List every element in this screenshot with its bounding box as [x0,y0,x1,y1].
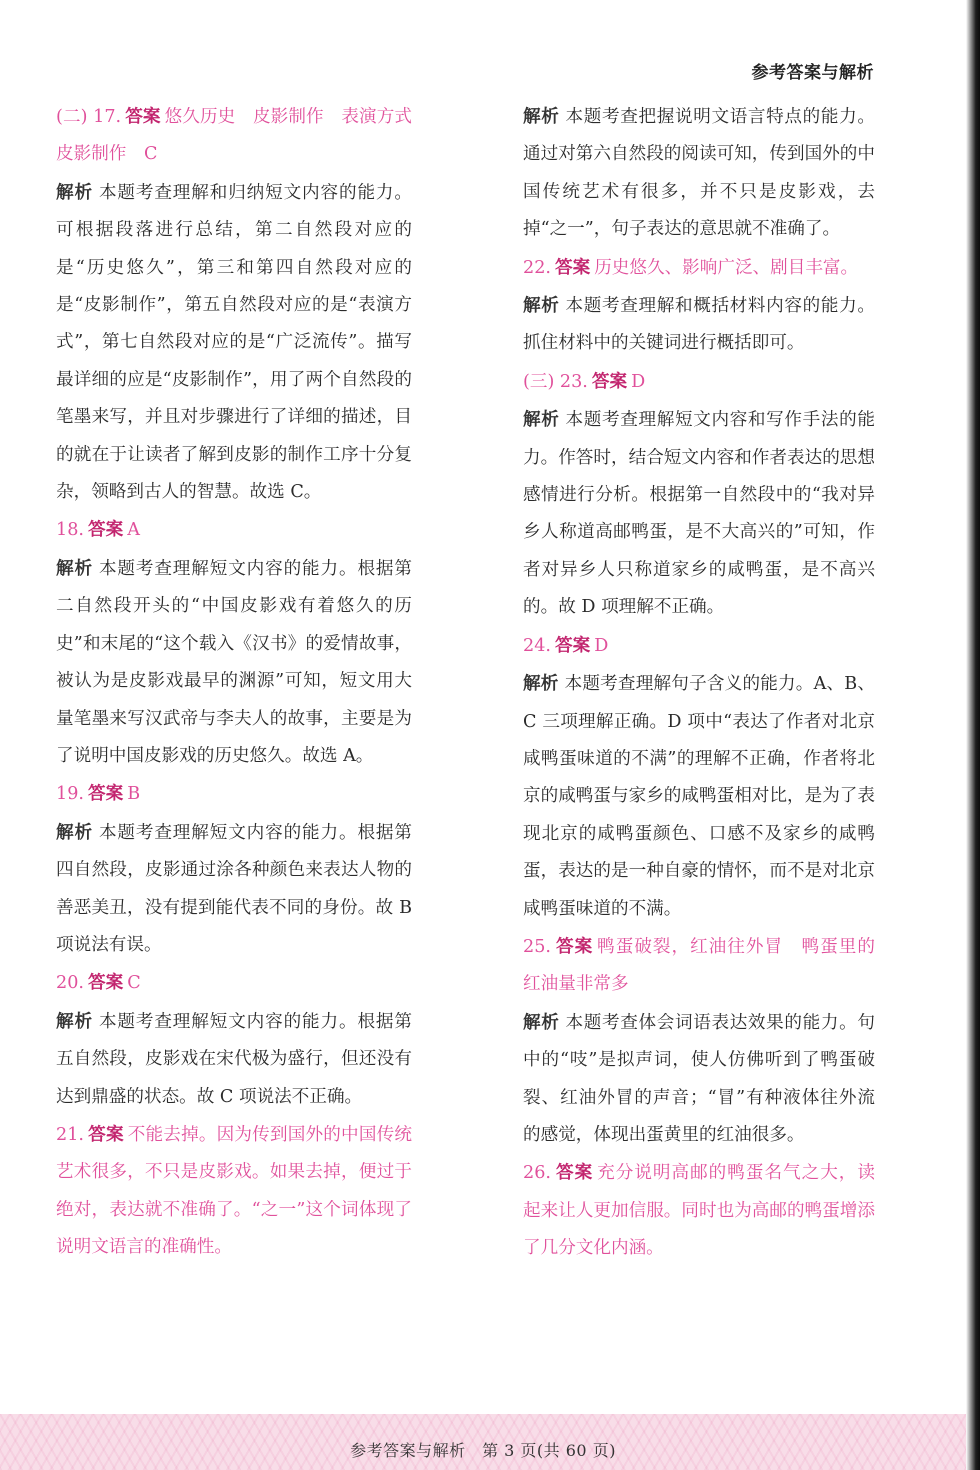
footer-page-number: 参考答案与解析 第 3 页(共 60 页) [350,1441,616,1460]
q19-answer: B [127,784,141,805]
q23-number: (三) 23. [523,371,588,392]
q25-answer-block [523,928,875,1154]
q25-explanation: 本题考查体会词语表达效果的能力。句中的“吱”是拟声词，使人仿佛听到了鸭蛋破裂、红油外冒的声音；“冒”有种液体往外流的感觉，体现出蛋黄里的红油很多。 [523,1012,875,1145]
q24-answer: D [594,635,609,656]
q21-answer: 不能去掉。因为传到国外的中国传统艺术很多，不只是皮影戏。如果去掉，便过于绝对，表达就不准确了。“之一”这个词体现了说明文语言的准确性。 [56,1124,412,1258]
q21-explanation-block [523,98,875,249]
q17-number: (二) 17. [56,107,122,127]
answer-label: 答案 [125,106,161,127]
q20-answer: C [127,973,141,994]
q22-explanation: 本题考查理解和概括材料内容的能力。抓住材料中的关键词进行概括即可。 [523,296,875,354]
running-header: 参考答案与解析 [751,63,874,83]
answer-label: 答案 [87,519,124,541]
q18-number: 18. [56,520,84,541]
answer-label: 答案 [591,370,628,392]
answer-label: 答案 [554,634,591,656]
answer-label: 答案 [554,1162,594,1184]
right-column [523,98,875,1268]
explanation-label: 解析 [56,557,93,579]
q25-number: 25. [523,936,551,957]
q23-answer-block [523,363,875,627]
q22-answer-block [523,249,875,363]
left-column [56,98,430,1267]
q18-answer-block [56,511,412,775]
explanation-label: 解析 [56,1010,93,1032]
q20-answer-block [56,964,412,1116]
q26-answer: 充分说明高邮的鸭蛋名气之大，读起来让人更加信服。同时也为高邮的鸭蛋增添了几分文化内涵。 [523,1163,875,1259]
q21-explanation: 本题考查把握说明文语言特点的能力。通过对第六自然段的阅读可知，传到国外的中国传统艺术有很多，并不只是皮影戏，去掉“之一”，句子表达的意思就不准确了。 [523,107,875,240]
answer-label: 答案 [87,1123,124,1145]
page-edge-shadow [966,0,980,1470]
q24-explanation: 本题考查理解句子含义的能力。A、B、C 三项理解正确。D 项中“表达了作者对北京咸鸭蛋味道的不满”的理解不正确，作者将北京的咸鸭蛋与家乡的咸鸭蛋相对比，是为了表现北京的咸鸭蛋颜色、口感不及家乡的咸鸭蛋，表达的是一种自豪的情怀，而不是对北京咸鸭蛋味道的不满。 [523,674,875,919]
q18-explanation: 本题考查理解短文内容的能力。根据第二自然段开头的“中国皮影戏有着悠久的历史”和末尾的“这个载入《汉书》的爱情故事，被认为是皮影戏最早的渊源”可知，短文用大量笔墨来写汉武帝与李夫人的故事，主要是为了说明中国皮影戏的历史悠久。故选 A。 [56,558,412,766]
explanation-label: 解析 [56,821,93,843]
q21-number: 21. [56,1124,84,1145]
q20-explanation: 本题考查理解短文内容的能力。根据第五自然段，皮影戏在宋代极为盛行，但还没有达到鼎盛的状态。故 C 项说法不正确。 [56,1011,412,1107]
q24-number: 24. [523,635,551,656]
q22-answer: 历史悠久、影响广泛、剧目丰富。 [594,257,859,278]
q19-explanation: 本题考查理解短文内容的能力。根据第四自然段，皮影通过涂各种颜色来表达人物的善恶美丑，没有提到能代表不同的身份。故 B 项说法有误。 [56,822,412,955]
q25-answer: 鸭蛋破裂，红油往外冒 鸭蛋里的红油量非常多 [523,936,875,995]
explanation-label: 解析 [523,106,560,127]
explanation-label: 解析 [523,1011,560,1033]
page-footer [0,1414,966,1470]
q23-explanation: 本题考查理解短文内容和写作手法的能力。作答时，结合短文内容和作者表达的思想感情进行分析。根据第一自然段中的“我对异乡人称道高邮鸭蛋，是不大高兴的”可知，作者对异乡人只称道家乡的咸鸭蛋，是不高兴的。故 D 项理解不正确。 [523,410,875,618]
explanation-label: 解析 [523,673,559,695]
q22-number: 22. [523,257,551,278]
q26-answer-block [523,1154,875,1267]
explanation-label: 解析 [56,181,93,203]
answer-label: 答案 [554,256,591,278]
explanation-label: 解析 [523,295,560,317]
q21-answer-block [56,1116,412,1267]
q17-answer: 悠久历史 皮影制作 表演方式 皮影制作 C [56,107,430,165]
q24-answer-block [523,627,875,928]
q23-answer: D [631,371,646,392]
q17-answer-block [56,98,430,511]
q19-answer-block [56,775,412,964]
q20-number: 20. [56,973,84,994]
answer-label: 答案 [87,783,124,805]
q18-answer: A [127,520,140,541]
q19-number: 19. [56,784,84,805]
answer-label: 答案 [554,935,594,957]
q17-explanation: 本题考查理解和归纳短文内容的能力。可根据段落进行总结，第二自然段对应的是“历史悠久”，第三和第四自然段对应的是“皮影制作”，第五自然段对应的是“表演方式”，第七自然段对应的是“广泛流传”。描写最详细的应是“皮影制作”，用了两个自然段的笔墨来写，并且对步骤进行了详细的描述，目的就在于让读者了解到皮影的制作工序十分复杂，领略到古人的智慧。故选 C。 [56,182,412,503]
q26-number: 26. [523,1163,551,1184]
answer-label: 答案 [87,972,124,994]
explanation-label: 解析 [523,409,560,431]
